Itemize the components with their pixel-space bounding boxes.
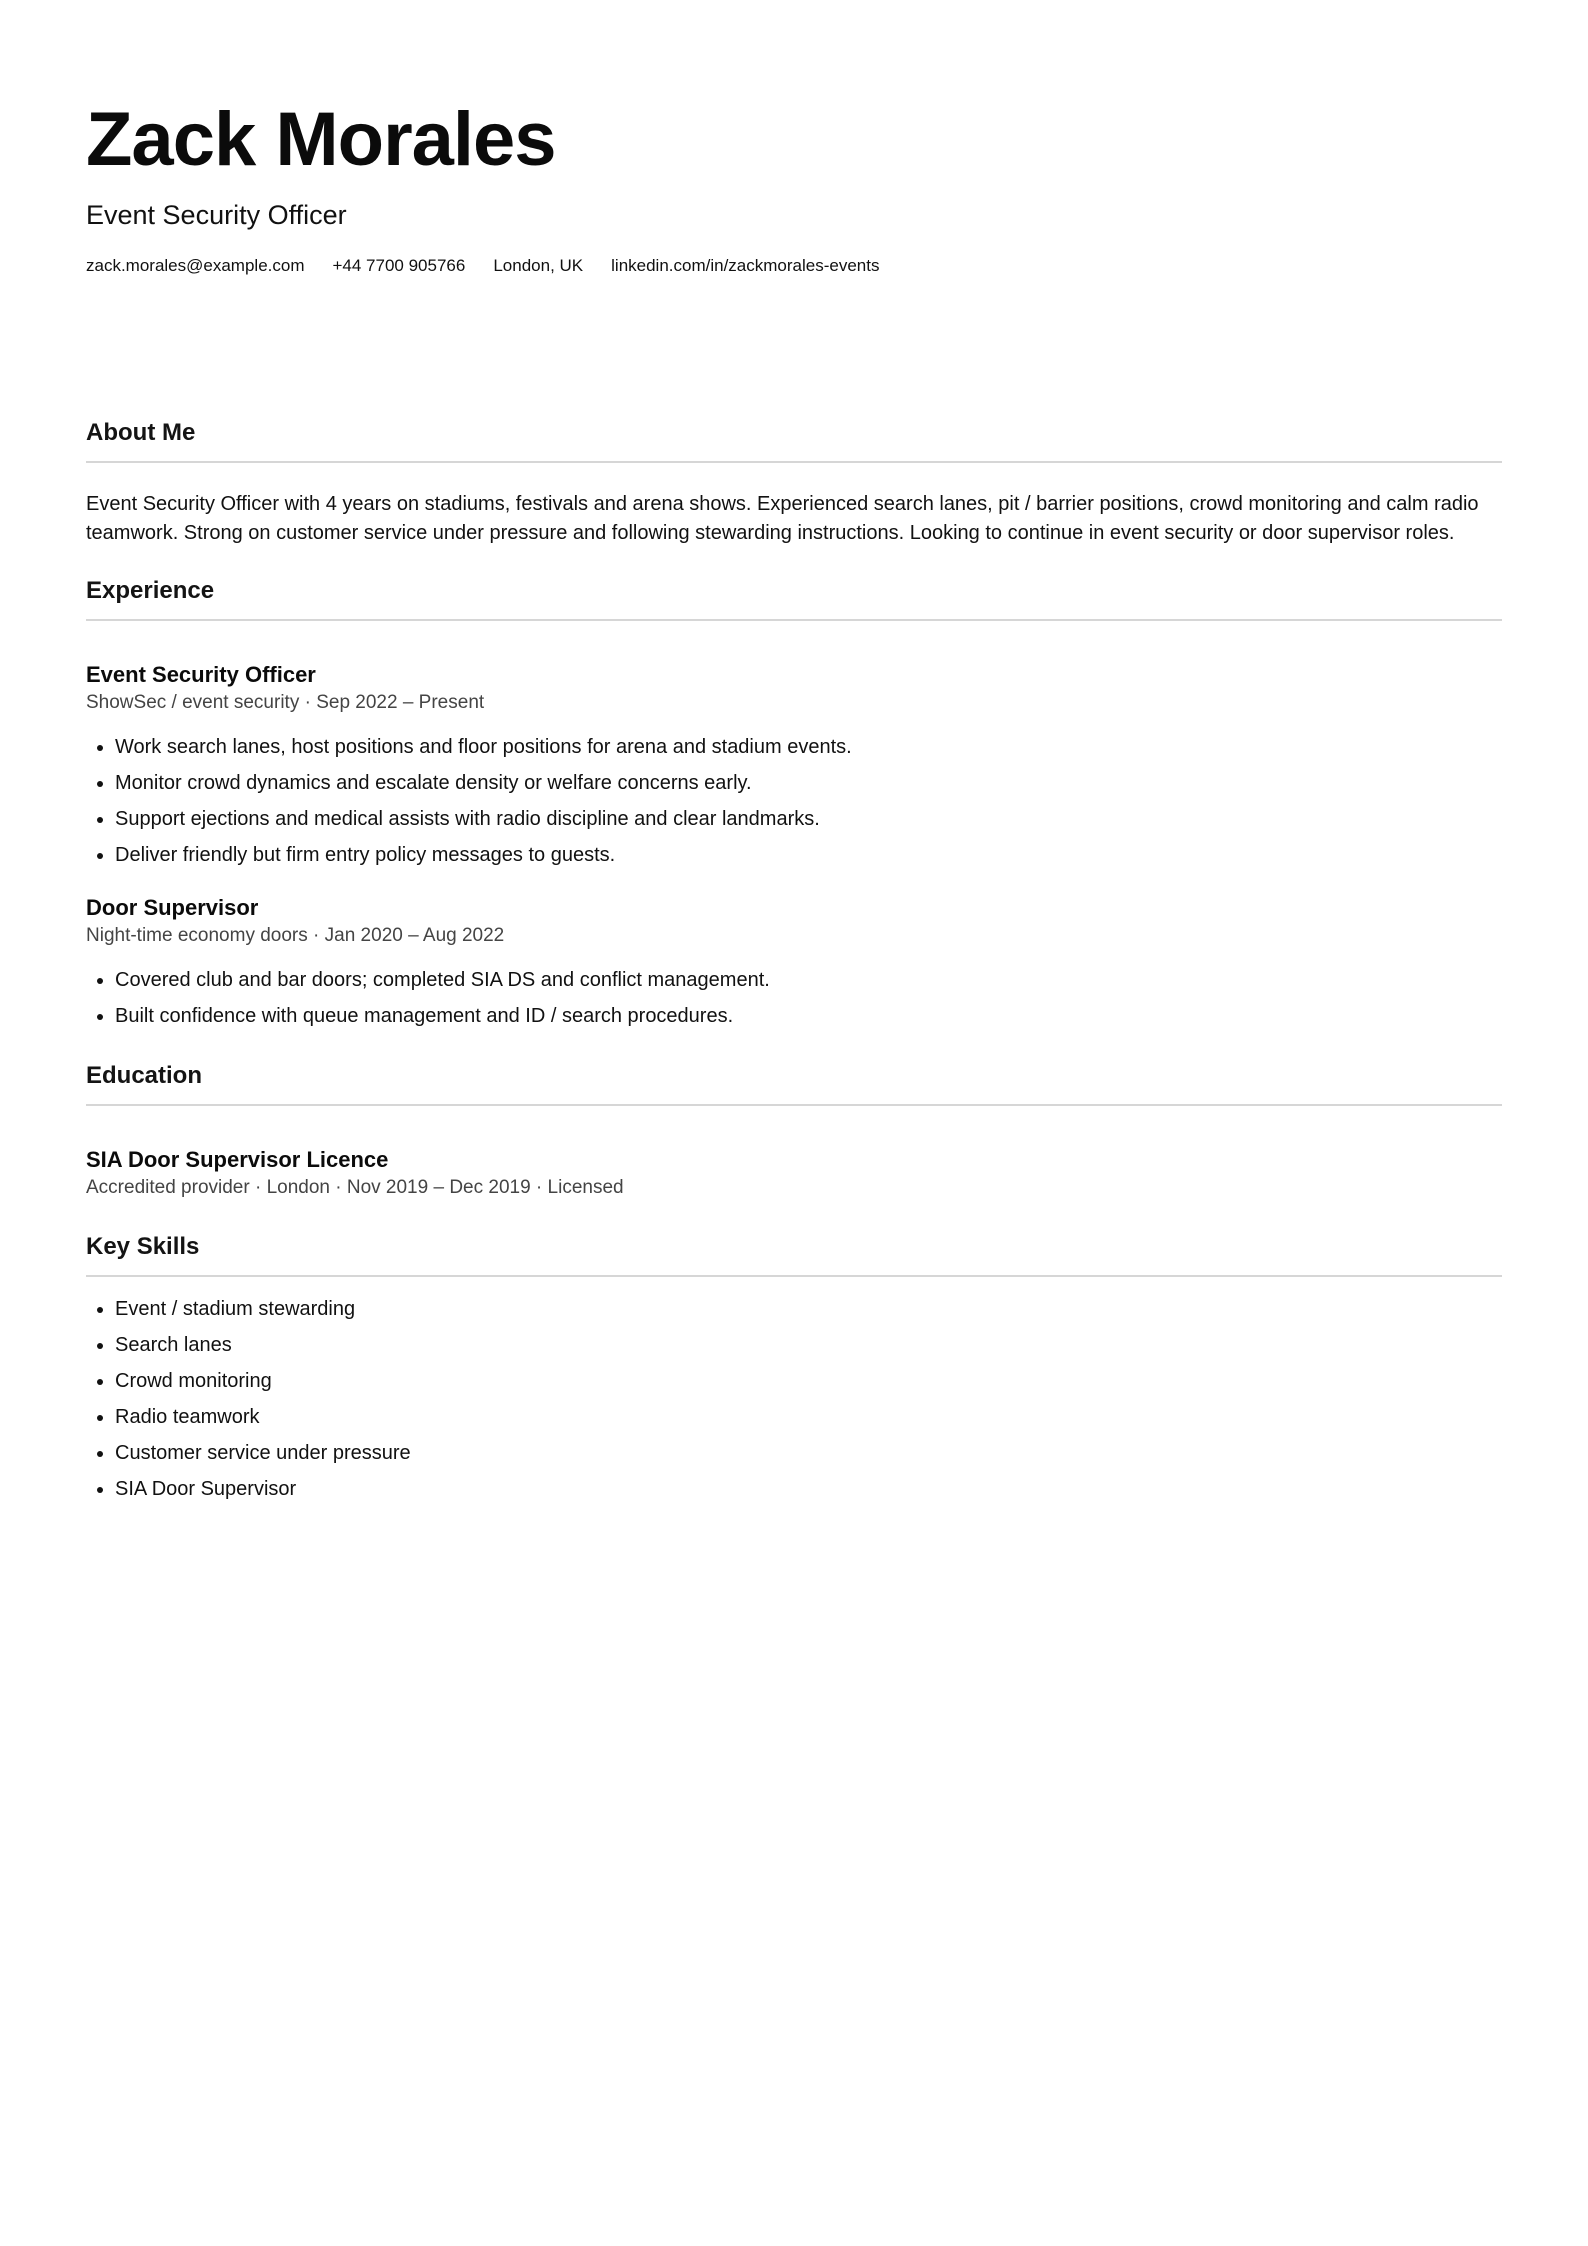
contact-row (86, 254, 1502, 278)
skill-item: • Radio teamwork (115, 1405, 1502, 1430)
education-title: SIA Door Supervisor Licence (86, 1147, 389, 1172)
skill-item: • SIA Door Supervisor (115, 1477, 1502, 1502)
job-entry (86, 661, 1502, 868)
about-text: Event Security Officer with 4 years on stadiums, festivals and arena shows. Experienced search lanes, pit / barrier positions, crowd monitoring and calm radio teamwork. Strong on customer service under pressure and following stewarding instructions. Looking to continue in event security or door supervisor roles. (86, 493, 1479, 544)
skill-item: • Crowd monitoring (115, 1369, 1502, 1394)
section-title-about: About Me (86, 418, 1502, 463)
job-bullet: • Deliver friendly but firm entry policy messages to guests. (115, 843, 1502, 868)
skills-list (86, 1297, 1502, 1502)
skills-section (86, 1232, 1502, 1502)
resume-header (86, 96, 1502, 278)
contact-location: London, UK (493, 256, 584, 275)
job-meta: ShowSec / event security · Sep 2022 – Present (86, 692, 485, 713)
job-title: Event Security Officer (86, 662, 316, 687)
contact-phone: +44 7700 905766 (332, 256, 466, 275)
job-bullets (86, 735, 1502, 868)
job-bullets (86, 968, 1502, 1029)
candidate-headline: Event Security Officer (86, 200, 347, 230)
job-title: Door Supervisor (86, 895, 259, 920)
about-section (86, 418, 1502, 548)
education-meta: Accredited provider · London · Nov 2019 – Dec 2019 · Licensed (86, 1177, 624, 1198)
job-bullet: • Support ejections and medical assists with radio discipline and clear landmarks. (115, 807, 1502, 832)
section-title-skills: Key Skills (86, 1232, 1502, 1277)
experience-section (86, 576, 1502, 1029)
skill-item: • Customer service under pressure (115, 1441, 1502, 1466)
section-title-experience: Experience (86, 576, 1502, 621)
section-title-education: Education (86, 1061, 1502, 1106)
contact-linkedin: linkedin.com/in/zackmorales-events (611, 256, 880, 275)
education-section (86, 1061, 1502, 1200)
skill-item: • Event / stadium stewarding (115, 1297, 1502, 1322)
candidate-name: Zack Morales (86, 97, 556, 182)
job-bullet: • Monitor crowd dynamics and escalate density or welfare concerns early. (115, 771, 1502, 796)
skill-item: • Search lanes (115, 1333, 1502, 1358)
job-bullet: • Covered club and bar doors; completed SIA DS and conflict management. (115, 968, 1502, 993)
job-entry (86, 894, 1502, 1029)
job-meta: Night-time economy doors · Jan 2020 – Aug 2022 (86, 925, 505, 946)
contact-email: zack.morales@example.com (86, 256, 305, 275)
job-bullet: • Work search lanes, host positions and floor positions for arena and stadium events. (115, 735, 1502, 760)
job-bullet: • Built confidence with queue management and ID / search procedures. (115, 1004, 1502, 1029)
education-entry (86, 1146, 1502, 1200)
